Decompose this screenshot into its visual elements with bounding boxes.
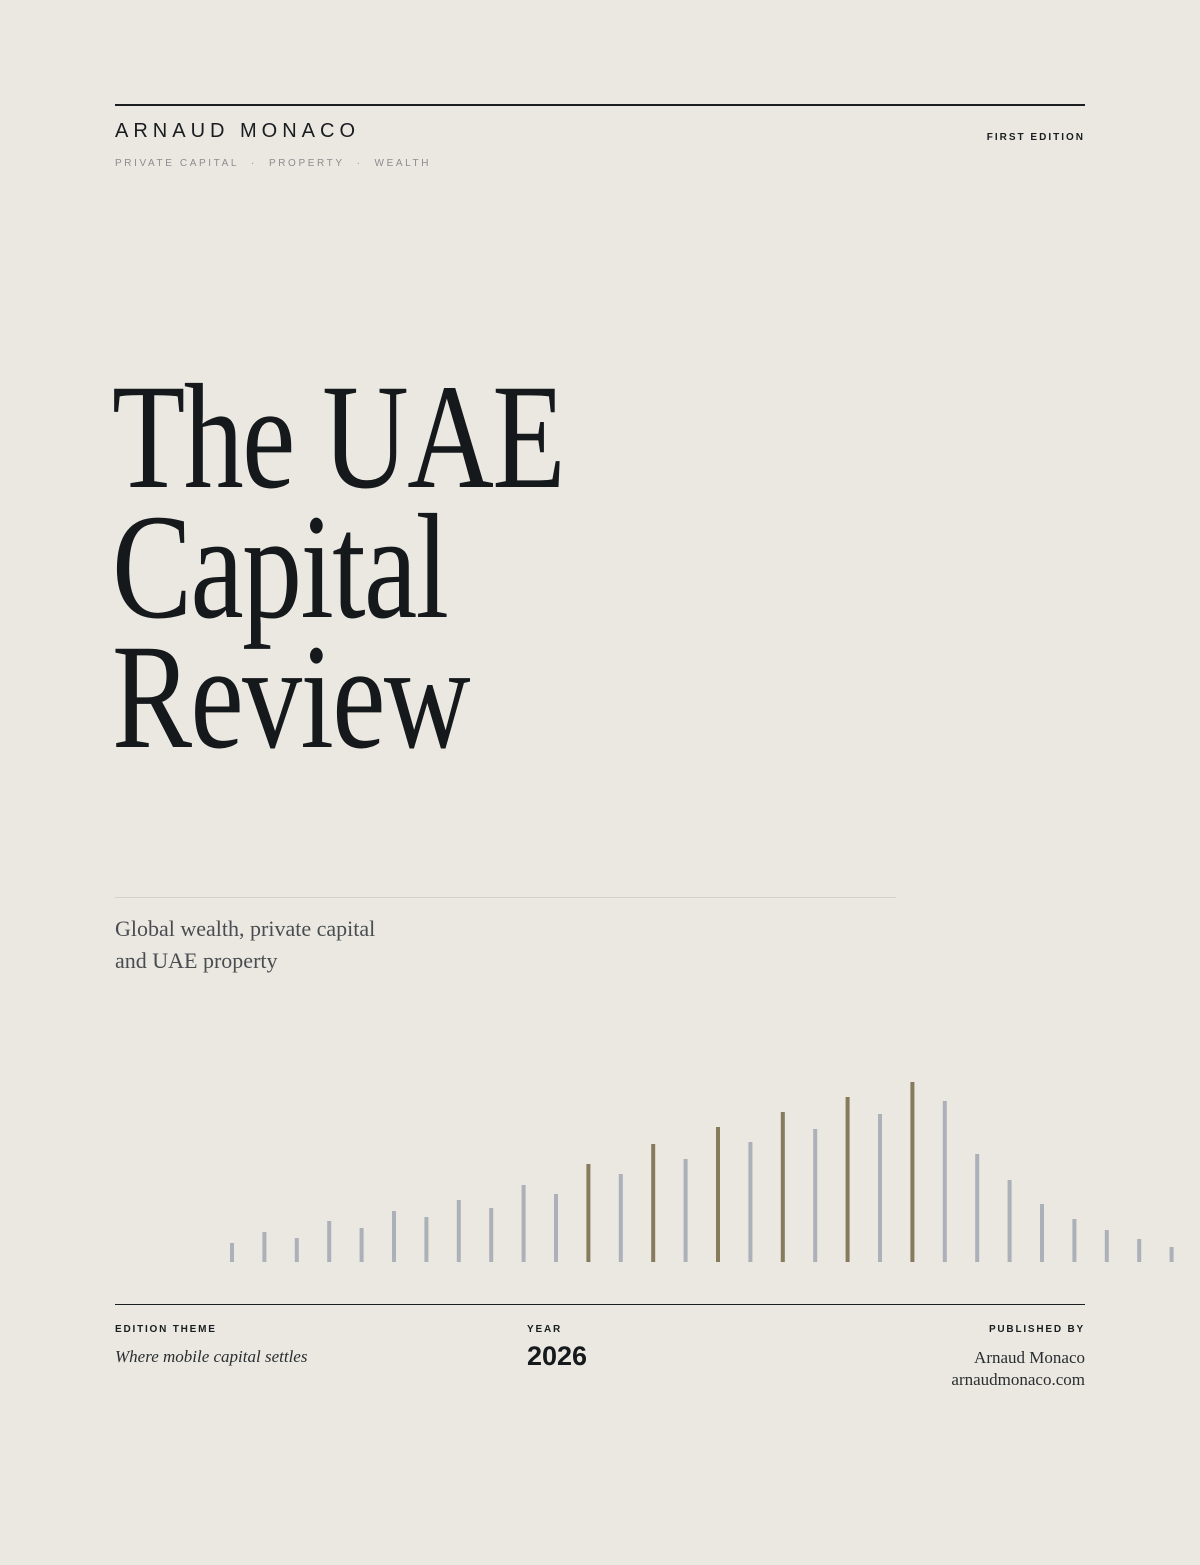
tagline-separator: · (356, 158, 363, 169)
brand-name: ARNAUD MONACO (115, 120, 361, 142)
publisher-info (951, 1347, 1085, 1391)
subtitle-line: Global wealth, private capital (115, 916, 376, 941)
highlight-bar (846, 1097, 850, 1262)
cover-subtitle (115, 913, 375, 977)
bar (327, 1221, 331, 1262)
decorative-bar-graphic (0, 1060, 1200, 1270)
year-value: 2026 (527, 1341, 588, 1371)
highlight-bar (910, 1082, 914, 1262)
bar (392, 1211, 396, 1262)
bar (1170, 1247, 1174, 1262)
bar (1040, 1204, 1044, 1262)
title-line: Review (112, 614, 469, 780)
year-label: YEAR (527, 1324, 562, 1335)
bar (262, 1232, 266, 1262)
bar (360, 1228, 364, 1262)
brand-tagline (115, 157, 431, 171)
bar (684, 1159, 688, 1262)
highlight-bar (781, 1112, 785, 1262)
bar (1137, 1239, 1141, 1262)
bar (522, 1185, 526, 1262)
subtitle-line: and UAE property (115, 948, 278, 973)
cover-title (112, 354, 564, 780)
tagline-separator: · (251, 158, 257, 169)
bar (878, 1114, 882, 1262)
highlight-bar (586, 1164, 590, 1262)
bar (1105, 1230, 1109, 1262)
bar (457, 1200, 461, 1262)
top-rule (115, 104, 1085, 106)
bar (1008, 1180, 1012, 1262)
highlight-bar (651, 1144, 655, 1262)
bar (813, 1129, 817, 1262)
bar (489, 1208, 493, 1262)
title-line: Capital (112, 484, 448, 650)
tagline-item: PROPERTY (268, 158, 345, 169)
bar (295, 1238, 299, 1262)
bottom-rule (115, 1304, 1085, 1305)
bar (975, 1154, 979, 1262)
publisher-name: Arnaud Monaco (974, 1348, 1085, 1367)
bar (748, 1142, 752, 1262)
tagline-item: WEALTH (374, 158, 432, 169)
edition-theme-label: EDITION THEME (115, 1324, 217, 1335)
bar (554, 1194, 558, 1262)
tagline-item: PRIVATE CAPITAL (115, 158, 240, 169)
highlight-bar (716, 1127, 720, 1262)
bar (619, 1174, 623, 1262)
edition-label: FIRST EDITION (986, 132, 1085, 143)
divider (115, 897, 896, 898)
edition-theme-value: Where mobile capital settles (115, 1347, 308, 1366)
publisher-website: arnaudmonaco.com (951, 1370, 1085, 1389)
bar (230, 1243, 234, 1262)
bar (943, 1101, 947, 1262)
bar (424, 1217, 428, 1262)
publisher-label: PUBLISHED BY (988, 1324, 1085, 1335)
title-line: The UAE (112, 354, 564, 520)
bar (1072, 1219, 1076, 1262)
